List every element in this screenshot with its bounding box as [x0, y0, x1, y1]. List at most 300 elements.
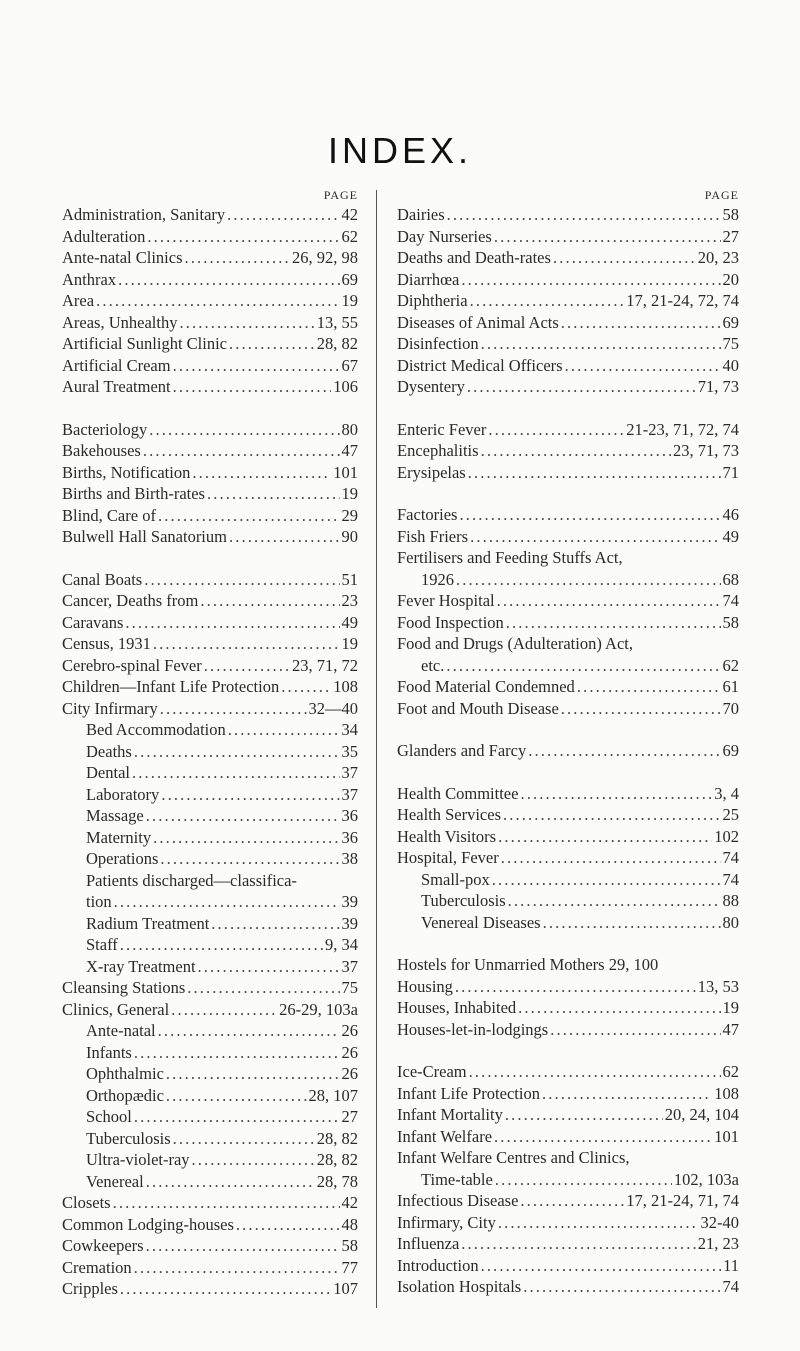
index-subentry	[62, 784, 358, 806]
entry-term: Staff	[86, 935, 118, 954]
index-entry	[397, 740, 739, 762]
index-subentry	[62, 1171, 358, 1193]
entry-page-numbers: 37	[341, 763, 358, 782]
dot-leader	[561, 312, 721, 334]
dot-leader	[470, 290, 625, 312]
entry-page-numbers: 13, 55	[316, 312, 358, 332]
index-entry-heading: Hostels for Unmarried Mothers 29, 100	[397, 955, 659, 974]
index-entry	[62, 526, 358, 548]
index-entry	[62, 312, 358, 334]
dot-leader	[492, 869, 721, 891]
entry-page-numbers: 102, 103a	[673, 1169, 739, 1189]
entry-term: Ice-Cream	[397, 1062, 467, 1081]
entry-term: Deaths	[86, 741, 132, 761]
index-entry	[62, 269, 358, 291]
entry-term: Housing	[397, 976, 453, 996]
page-column-label: PAGE	[704, 188, 739, 202]
entry-page-numbers: 61	[722, 677, 739, 696]
dot-leader	[158, 1020, 340, 1042]
entry-page-numbers: 39	[341, 913, 358, 933]
section-gap	[62, 548, 358, 569]
entry-term: Infirmary, City	[397, 1212, 496, 1232]
entry-term: Ultra-violet-ray	[86, 1150, 190, 1169]
index-entry	[397, 826, 739, 848]
index-entry	[397, 1104, 739, 1126]
entry-term: Areas, Unhealthy	[62, 312, 178, 332]
index-entry	[62, 1278, 358, 1300]
entry-page-numbers: 58	[341, 1236, 358, 1255]
index-subentry	[62, 719, 358, 741]
entry-page-numbers: 51	[341, 569, 358, 589]
entry-term: Area	[62, 291, 95, 310]
entry-page-numbers: 62	[722, 655, 739, 675]
entry-term: Clinics, General	[62, 999, 170, 1019]
dot-leader	[173, 376, 332, 398]
entry-page-numbers: 75	[722, 334, 739, 353]
index-entry	[62, 698, 358, 720]
entry-term: Influenza	[397, 1234, 460, 1253]
entry-page-numbers: 74	[722, 869, 739, 889]
entry-page-numbers: 32-40	[700, 1212, 739, 1232]
entry-page-numbers: 23, 71, 72	[292, 655, 358, 675]
entry-term: Cowkeepers	[62, 1236, 144, 1255]
index-entry	[62, 355, 358, 377]
index-subentry	[397, 569, 739, 591]
index-entry	[397, 783, 739, 805]
index-subentry	[62, 805, 358, 827]
dot-leader	[173, 355, 340, 377]
entry-page-numbers: 77	[341, 1257, 358, 1277]
entry-page-numbers: 23	[341, 591, 358, 610]
entry-term: Closets	[62, 1193, 111, 1212]
index-entry	[62, 226, 358, 248]
dot-leader	[161, 784, 339, 806]
entry-term: Diseases of Animal Acts	[397, 312, 559, 332]
entry-term: Food Inspection	[397, 612, 504, 632]
entry-page-numbers: 108	[333, 677, 358, 696]
index-entry	[397, 1019, 739, 1041]
dot-leader	[113, 1192, 340, 1214]
dot-leader	[146, 1171, 315, 1193]
entry-term: Radium Treatment	[86, 913, 210, 933]
dot-leader	[146, 1235, 340, 1257]
index-entry-heading: Patients discharged—classifica-	[86, 870, 297, 890]
entry-page-numbers: 108	[714, 1083, 739, 1103]
entry-page-numbers: 74	[722, 848, 739, 867]
entry-term: Cerebro-spinal Fever	[62, 655, 202, 675]
entry-term: Health Services	[397, 805, 502, 824]
section-gap	[397, 719, 739, 740]
index-subentry	[62, 741, 358, 763]
entry-term: Bacteriology	[62, 419, 148, 439]
dot-leader	[488, 419, 624, 441]
index-column-left	[62, 186, 358, 1300]
index-entry	[62, 1214, 358, 1236]
entry-term: Births, Notification	[62, 462, 191, 482]
entry-term: Health Visitors	[397, 826, 497, 846]
index-entry-heading: Infant Welfare Centres and Clinics,	[397, 1148, 630, 1167]
entry-page-numbers: 26, 92, 98	[292, 248, 358, 267]
entry-term: Day Nurseries	[397, 226, 492, 246]
entry-page-numbers: 19	[341, 484, 358, 503]
dot-leader	[565, 355, 721, 377]
entry-term: Deaths and Death-rates	[397, 248, 551, 267]
entry-term: X-ray Treatment	[86, 956, 196, 976]
entry-page-numbers: 80	[722, 912, 739, 932]
entry-page-numbers: 28, 82	[316, 1150, 358, 1169]
index-list-left	[62, 204, 358, 1300]
entry-term: Encephalitis	[397, 441, 479, 460]
index-entry	[397, 204, 739, 226]
index-subentry	[62, 848, 358, 870]
dot-leader	[198, 956, 340, 978]
dot-leader	[160, 698, 307, 720]
dot-leader	[147, 226, 339, 248]
dot-leader	[187, 977, 339, 999]
index-subentry	[62, 1020, 358, 1042]
entry-page-numbers: 26	[341, 1064, 358, 1083]
section-gap	[397, 933, 739, 954]
index-entry	[397, 355, 739, 377]
index-subentry	[62, 762, 358, 784]
index-entry	[62, 1257, 358, 1279]
entry-page-numbers: 38	[341, 849, 358, 868]
entry-term: City Infirmary	[62, 698, 158, 718]
page-title: INDEX.	[327, 130, 473, 171]
entry-page-numbers: 28, 78	[316, 1171, 358, 1191]
dot-leader	[494, 1126, 712, 1148]
dot-leader	[171, 999, 277, 1021]
index-entry	[397, 312, 739, 334]
dot-leader	[134, 1106, 340, 1128]
index-entry	[62, 1235, 358, 1257]
entry-term: Ante-natal Clinics	[62, 248, 183, 267]
dot-leader	[134, 741, 340, 763]
entry-page-numbers: 35	[341, 741, 358, 761]
entry-page-numbers: 74	[722, 591, 739, 610]
entry-page-numbers: 34	[341, 720, 358, 739]
entry-page-numbers: 69	[722, 741, 739, 760]
entry-page-numbers: 9, 34	[325, 935, 358, 954]
dot-leader	[149, 419, 339, 441]
index-entry	[397, 290, 739, 312]
dot-leader	[114, 891, 340, 913]
entry-page-numbers: 69	[341, 269, 358, 289]
index-entry	[397, 247, 739, 269]
entry-term: Laboratory	[86, 784, 160, 804]
entry-term: Diphtheria	[397, 291, 468, 310]
index-entry	[397, 440, 739, 462]
entry-term: Food Material Condemned	[397, 677, 575, 696]
index-entry	[62, 1192, 358, 1214]
entry-page-numbers: 106	[333, 377, 358, 396]
dot-leader	[227, 204, 339, 226]
entry-page-numbers: 28, 107	[308, 1085, 358, 1105]
dot-leader	[495, 1169, 672, 1191]
entry-page-numbers: 69	[722, 312, 739, 332]
entry-term: Enteric Fever	[397, 419, 487, 439]
page-column-label: PAGE	[323, 188, 358, 202]
entry-page-numbers: 71, 73	[697, 377, 739, 396]
entry-page-numbers: 11	[723, 1255, 739, 1275]
entry-page-numbers: 101	[333, 462, 358, 482]
dot-leader	[192, 1149, 315, 1171]
entry-page-numbers: 68	[722, 569, 739, 589]
dot-leader	[461, 269, 720, 291]
dot-leader	[520, 1190, 624, 1212]
index-entry	[397, 1276, 739, 1298]
dot-leader	[204, 655, 290, 677]
dot-leader	[550, 1019, 720, 1041]
dot-leader	[467, 376, 696, 398]
index-entry	[397, 226, 739, 248]
index-entry	[62, 977, 358, 999]
index-entry-heading: Fertilisers and Feeding Stuffs Act,	[397, 548, 623, 567]
entry-term: Census, 1931	[62, 634, 151, 653]
index-entry	[62, 999, 358, 1021]
dot-leader	[132, 762, 340, 784]
dot-leader	[506, 612, 721, 634]
dot-leader	[166, 1063, 340, 1085]
dot-leader	[173, 1128, 315, 1150]
dot-leader	[120, 934, 323, 956]
entry-term: Tuberculosis	[421, 891, 506, 910]
index-column-right	[397, 186, 739, 1298]
entry-term: Bakehouses	[62, 441, 141, 460]
dot-leader	[469, 1061, 721, 1083]
index-entry	[62, 290, 358, 312]
dot-leader	[158, 505, 340, 527]
index-entry	[397, 1190, 739, 1212]
dot-leader	[498, 1212, 699, 1234]
index-entry-heading: Food and Drugs (Adulteration) Act,	[397, 634, 634, 653]
entry-term: Hospital, Fever	[397, 848, 499, 867]
entry-term: Orthopædic	[86, 1085, 164, 1105]
entry-page-numbers: 39	[341, 892, 358, 911]
entry-page-numbers: 47	[722, 1019, 739, 1039]
index-entry	[397, 462, 739, 484]
entry-page-numbers: 23, 71, 73	[673, 441, 739, 460]
entry-page-numbers: 80	[341, 419, 358, 439]
entry-page-numbers: 17, 21-24, 71, 74	[626, 1191, 739, 1210]
entry-term: Operations	[86, 849, 159, 868]
dot-leader	[185, 247, 290, 269]
index-entry	[397, 997, 739, 1019]
index-entry	[62, 333, 358, 355]
index-entry	[62, 590, 358, 612]
entry-term: Aural Treatment	[62, 377, 171, 396]
dot-leader	[523, 1276, 720, 1298]
dot-leader	[125, 612, 339, 634]
entry-page-numbers: 25	[722, 805, 739, 824]
index-entry	[397, 1212, 739, 1234]
entry-term: Adulteration	[62, 226, 146, 246]
dot-leader	[211, 913, 339, 935]
index-entry	[397, 676, 739, 698]
dot-leader	[153, 827, 339, 849]
dot-leader	[146, 805, 340, 827]
dot-leader	[160, 848, 339, 870]
index-entry	[62, 247, 358, 269]
dot-leader	[118, 269, 339, 291]
entry-page-numbers: 13, 53	[697, 976, 739, 996]
entry-term: Children—Infant Life Protection	[62, 677, 280, 696]
dot-leader	[470, 526, 720, 548]
entry-page-numbers: 62	[722, 1062, 739, 1081]
dot-leader	[501, 847, 721, 869]
entry-page-numbers: 37	[341, 956, 358, 976]
entry-term: Bed Accommodation	[86, 720, 226, 739]
index-entry	[397, 1233, 739, 1255]
section-gap	[397, 1040, 739, 1061]
index-entry	[397, 526, 739, 548]
entry-page-numbers: 75	[341, 978, 358, 997]
index-entry	[397, 504, 739, 526]
entry-term: Canal Boats	[62, 569, 143, 589]
dot-leader	[542, 1083, 712, 1105]
entry-term: Infant Life Protection	[397, 1083, 540, 1103]
entry-page-numbers: 19	[341, 634, 358, 653]
dot-leader	[236, 1214, 340, 1236]
entry-page-numbers: 37	[341, 784, 358, 804]
entry-term: Blind, Care of	[62, 505, 156, 525]
entry-term: Factories	[397, 505, 458, 524]
column-divider	[376, 190, 377, 1308]
dot-leader	[577, 676, 721, 698]
entry-page-numbers: 46	[722, 505, 739, 524]
index-entry	[62, 676, 358, 698]
entry-page-numbers: 71	[722, 462, 739, 482]
entry-page-numbers: 62	[341, 226, 358, 246]
dot-leader	[520, 783, 712, 805]
index-entry	[62, 569, 358, 591]
entry-term: Infant Welfare	[397, 1126, 493, 1146]
entry-page-numbers: 47	[341, 441, 358, 460]
entry-page-numbers: 26	[341, 1021, 358, 1040]
dot-leader	[134, 1042, 340, 1064]
index-subentry	[397, 912, 739, 934]
entry-term: Bulwell Hall Sanatorium	[62, 527, 227, 546]
index-entry	[62, 376, 358, 398]
entry-page-numbers: 101	[714, 1126, 739, 1146]
entry-term: Small-pox	[421, 869, 490, 889]
index-subentry	[62, 1106, 358, 1128]
index-entry	[397, 1255, 739, 1277]
entry-page-numbers: 27	[341, 1107, 358, 1126]
entry-page-numbers: 17, 21-24, 72, 74	[626, 291, 739, 310]
entry-term: Fish Friers	[397, 526, 469, 546]
dot-leader	[503, 804, 720, 826]
index-subentry	[62, 1128, 358, 1150]
entry-term: Births and Birth-rates	[62, 484, 205, 503]
entry-page-numbers: 26	[341, 1042, 358, 1062]
index-entry	[62, 462, 358, 484]
dot-leader	[229, 333, 315, 355]
dot-leader	[481, 1255, 722, 1277]
index-subentry	[397, 890, 739, 912]
entry-page-numbers: 67	[341, 355, 358, 375]
index-entry	[62, 633, 358, 655]
entry-term: Common Lodging-houses	[62, 1214, 234, 1234]
entry-term: Dysentery	[397, 377, 465, 396]
entry-term: Diarrhœa	[397, 269, 460, 289]
dot-leader	[143, 440, 340, 462]
index-entry	[397, 590, 739, 612]
index-subentry	[62, 1042, 358, 1064]
entry-page-numbers: 29	[341, 505, 358, 525]
entry-term: 1926	[421, 569, 454, 589]
entry-page-numbers: 49	[341, 612, 358, 632]
entry-term: Ophthalmic	[86, 1064, 164, 1083]
entry-term: Infectious Disease	[397, 1191, 519, 1210]
dot-leader	[468, 462, 721, 484]
index-entry	[397, 269, 739, 291]
index-subentry	[62, 913, 358, 935]
index-subentry	[62, 1085, 358, 1107]
dot-leader	[528, 740, 720, 762]
index-subentry	[397, 655, 739, 677]
entry-term: Fever Hospital	[397, 591, 495, 610]
index-entry	[397, 376, 739, 398]
entry-page-numbers: 21-23, 71, 72, 74	[626, 419, 739, 439]
entry-page-numbers: 3, 4	[714, 783, 739, 803]
entry-term: School	[86, 1107, 132, 1126]
entry-term: Massage	[86, 806, 144, 825]
entry-term: Time-table	[421, 1169, 493, 1189]
dot-leader	[459, 504, 720, 526]
section-gap	[397, 762, 739, 783]
index-entry	[62, 419, 358, 441]
dot-leader	[481, 440, 671, 462]
entry-page-numbers: 58	[722, 205, 739, 224]
index-subentry	[62, 956, 358, 978]
index-subentry	[397, 1169, 739, 1191]
dot-leader	[207, 483, 340, 505]
entry-term: Infants	[86, 1042, 132, 1062]
index-subentry	[62, 827, 358, 849]
dot-leader	[455, 976, 696, 998]
index-entry	[397, 419, 739, 441]
dot-leader	[281, 676, 331, 698]
entry-term: Tuberculosis	[86, 1128, 171, 1148]
index-subentry	[62, 1149, 358, 1171]
index-entry	[397, 1083, 739, 1105]
index-subentry	[62, 934, 358, 956]
entry-term: Cancer, Deaths from	[62, 591, 199, 610]
entry-page-numbers: 49	[722, 526, 739, 546]
index-entry	[397, 333, 739, 355]
dot-leader	[481, 333, 721, 355]
dot-leader	[229, 526, 340, 548]
entry-term: Dairies	[397, 205, 445, 224]
dot-leader	[561, 698, 721, 720]
entry-term: Houses-let-in-lodgings	[397, 1019, 549, 1039]
entry-term: Glanders and Farcy	[397, 741, 527, 760]
dot-leader	[553, 247, 696, 269]
entry-term: Maternity	[86, 827, 152, 847]
entry-page-numbers: 107	[333, 1279, 358, 1298]
section-gap	[397, 483, 739, 504]
dot-leader	[200, 590, 339, 612]
entry-term: Dental	[86, 763, 130, 782]
entry-term: Erysipelas	[397, 462, 466, 482]
dot-leader	[134, 1257, 340, 1279]
index-subentry	[62, 891, 358, 913]
entry-term: tion	[86, 892, 112, 911]
entry-page-numbers: 42	[341, 1193, 358, 1212]
entry-term: Anthrax	[62, 269, 117, 289]
index-subentry	[62, 1063, 358, 1085]
